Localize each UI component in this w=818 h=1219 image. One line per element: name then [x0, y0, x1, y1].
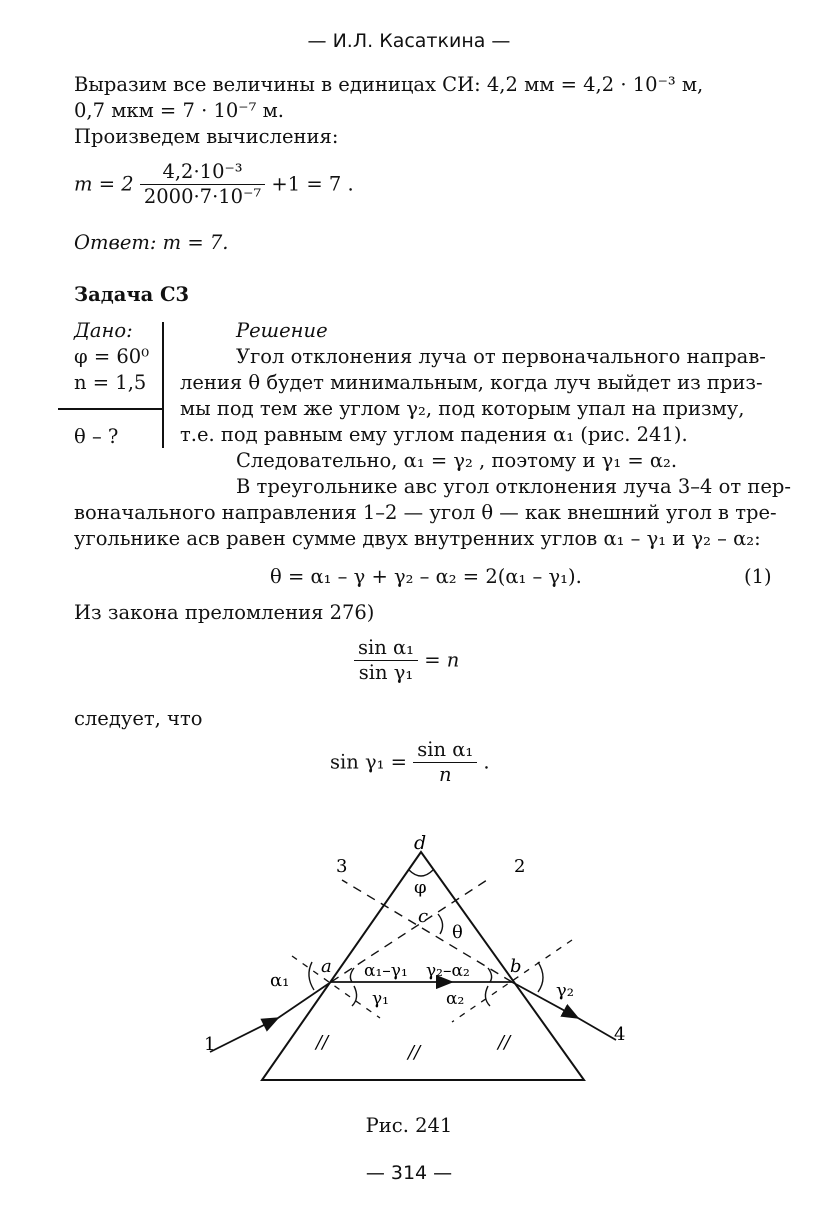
label-d: d — [414, 832, 427, 854]
calc-intro: Произведем вычисления: — [74, 125, 339, 148]
given-phi: φ = 60⁰ — [74, 345, 150, 368]
hatch-right: // — [498, 1032, 511, 1053]
result-numerator: sin α₁ — [413, 738, 477, 763]
calc-rhs: +1 = 7 . — [271, 172, 354, 196]
si-conversion-line-2: 0,7 мкм = 7 · 10⁻⁷ м. — [74, 99, 284, 122]
solution-line-7: воначального направления 1–2 — угол θ — как внешний угол в тре- — [74, 501, 777, 524]
solution-line-2: ления θ будет минимальным, когда луч выйдет из приз- — [180, 371, 763, 394]
arc-alpha2 — [485, 986, 490, 1006]
figure-caption: Рис. 241 — [365, 1114, 453, 1137]
answer: Ответ: m = 7. — [74, 231, 229, 254]
arc-alpha1-gamma1 — [350, 968, 354, 982]
given-divider-vertical — [162, 322, 164, 448]
refraction-rhs: = n — [424, 648, 460, 672]
follows-text: следует, что — [74, 707, 203, 730]
refraction-formula — [354, 636, 459, 685]
solution-line-4: т.е. под равным ему углом падения α₁ (рис. 241). — [180, 423, 688, 446]
refraction-fraction — [354, 636, 418, 685]
label-b: b — [510, 956, 522, 977]
calc-numerator: 4,2·10⁻³ — [140, 160, 265, 185]
label-ray-1: 1 — [204, 1034, 216, 1055]
calc-lhs: m = 2 — [74, 172, 134, 196]
given-divider-horizontal — [58, 408, 164, 410]
equation-1-number: (1) — [744, 565, 772, 588]
result-denominator: n — [438, 763, 452, 786]
label-alpha1-gamma1: α₁–γ₁ — [364, 961, 408, 981]
arc-gamma2 — [538, 962, 543, 992]
solution-line-3: мы под тем же углом γ₂, под которым упал на призму, — [180, 397, 745, 420]
arc-alpha1 — [309, 962, 314, 990]
result-end: . — [483, 750, 490, 774]
label-c: c — [418, 906, 429, 927]
equation-1: θ = α₁ – γ + γ₂ – α₂ = 2(α₁ – γ₁). — [270, 565, 582, 588]
given-label: Дано: — [74, 319, 133, 342]
label-phi: φ — [414, 877, 427, 898]
label-gamma1: γ₁ — [372, 989, 389, 1009]
calc-denominator: 2000·7·10⁻⁷ — [143, 185, 262, 208]
solution-line-8: угольнике асв равен сумме двух внутренних углов α₁ – γ₁ и γ₂ – α₂: — [74, 527, 761, 550]
solution-line-5: Следовательно, α₁ = γ₂ , поэтому и γ₁ = α₂. — [236, 449, 678, 472]
label-a: a — [321, 956, 332, 977]
label-ray-2: 2 — [514, 856, 526, 877]
calc-formula — [74, 160, 354, 209]
task-title: Задача С3 — [74, 283, 190, 306]
solution-label: Решение — [236, 319, 328, 342]
solution-line-1: Угол отклонения луча от первоначального направ- — [236, 345, 766, 368]
given-n: n = 1,5 — [74, 371, 147, 394]
label-theta: θ — [452, 922, 463, 943]
running-header: — И.Л. Касаткина — — [307, 30, 511, 52]
label-ray-3: 3 — [336, 856, 348, 877]
label-gamma2: γ₂ — [556, 980, 574, 1001]
refraction-denominator: sin γ₁ — [358, 661, 414, 684]
solution-line-6: В треугольнике авс угол отклонения луча 3–4 от пер- — [236, 475, 791, 498]
given-find: θ – ? — [74, 425, 119, 448]
result-formula — [330, 738, 490, 787]
calc-fraction — [140, 160, 265, 209]
refraction-numerator: sin α₁ — [354, 636, 418, 661]
si-conversion-line-1: Выразим все величины в единицах СИ: 4,2 мм = 4,2 · 10⁻³ м, — [74, 73, 704, 96]
hatch-left: // — [316, 1032, 329, 1053]
refraction-intro: Из закона преломления 276) — [74, 601, 375, 624]
ray-outgoing-end — [578, 1018, 616, 1040]
page-number: — 314 — — [365, 1162, 453, 1184]
result-fraction — [413, 738, 477, 787]
label-alpha2: α₂ — [446, 989, 465, 1009]
label-ray-4: 4 — [614, 1024, 626, 1045]
arc-gamma1 — [352, 986, 357, 1006]
label-alpha1: α₁ — [270, 970, 290, 991]
arc-theta — [438, 914, 443, 934]
ray-incoming — [210, 1018, 278, 1052]
arc-phi — [409, 870, 433, 876]
prism-figure — [0, 820, 818, 1110]
label-gamma2-alpha2: γ₂–α₂ — [426, 961, 470, 981]
hatch-middle: // — [408, 1042, 421, 1063]
result-lhs: sin γ₁ = — [330, 750, 408, 774]
